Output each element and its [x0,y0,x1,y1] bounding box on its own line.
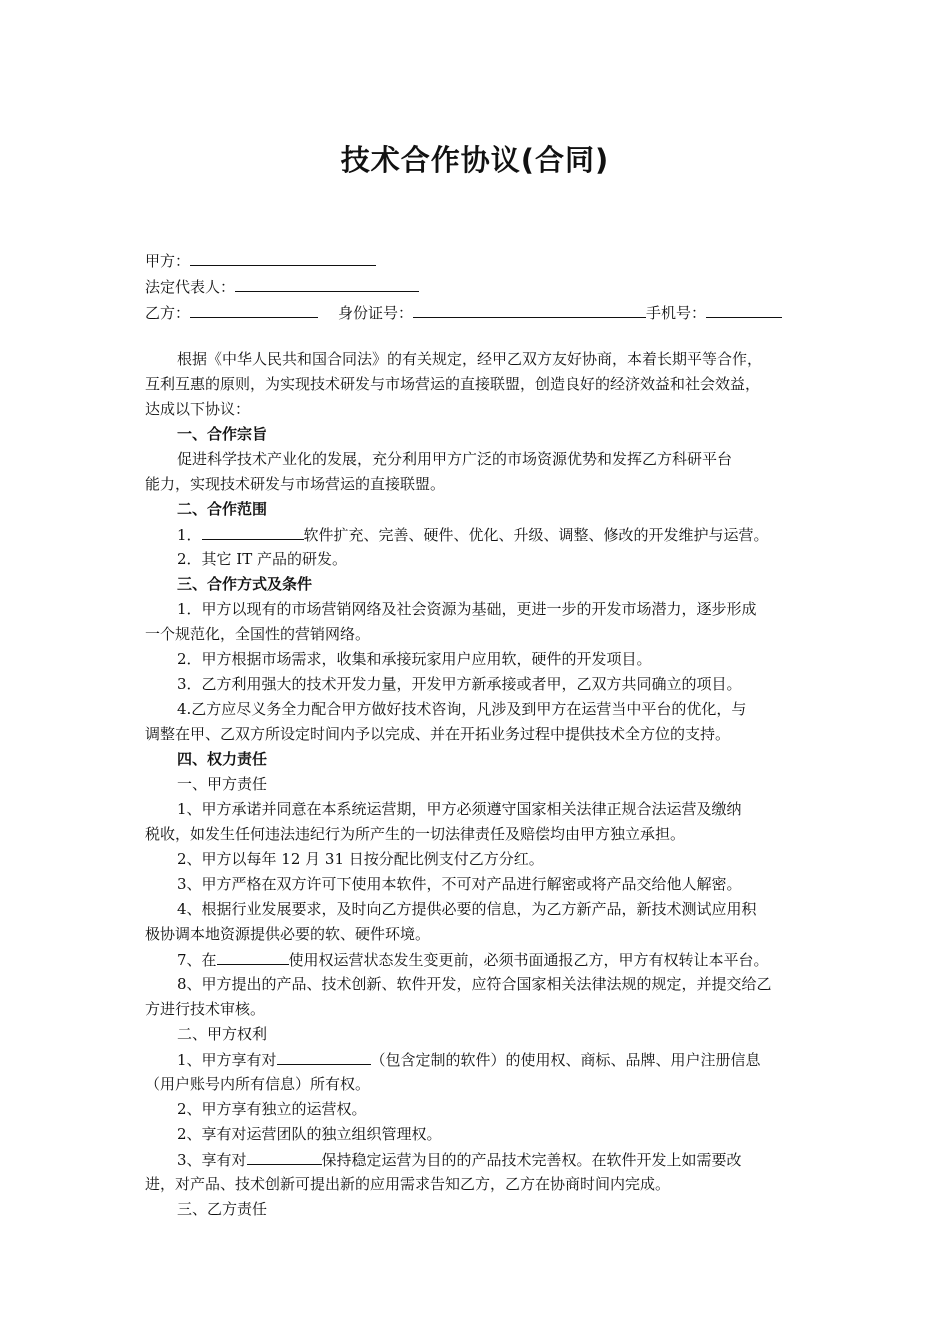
party-b-blank [190,302,318,318]
legal-rep-field [145,276,419,297]
s2-item-1-prefix: 1． [177,526,202,544]
s2-item-1-suffix: 软件扩充、完善、硬件、优化、升级、调整、修改的开发维护与运营。 [303,526,769,544]
s4-b-item-3-suffix: 保持稳定运营为目的的产品技术完善权。在软件开发上如需要改 [321,1151,742,1169]
s2-item-1-blank [202,524,304,540]
s4-a-item-8-line-2: 方进行技术审核。 [145,1000,266,1018]
s4-b-item-3-prefix: 3、享有对 [177,1151,247,1169]
id-label: 身份证号： [338,304,414,322]
s4-b-heading: 二、甲方权利 [177,1025,268,1043]
party-a-label: 甲方： [145,252,191,270]
s4-b-item-3-line-2: 进，对产品、技术创新可提出新的应用需求告知乙方，乙方在协商时间内完成。 [145,1175,671,1193]
s2-item-1 [177,524,769,545]
s2-item-2: 2．其它 IT 产品的研发。 [177,550,348,568]
s4-a-item-7-suffix: 使用权运营状态发生变更前，必须书面通报乙方，甲方有权转让本平台。 [288,951,769,969]
s4-b-item-3-line-1 [177,1149,742,1170]
s4-a-item-1-line-1: 1、甲方承诺并同意在本系统运营期，甲方必须遵守国家相关法律正规合法运营及缴纳 [177,800,742,818]
intro-line-3: 达成以下协议： [145,400,251,418]
section-4-heading: 四、权力责任 [177,750,268,768]
legal-rep-blank [235,276,419,292]
s4-b-item-1-blank [277,1049,371,1065]
party-b-label: 乙方： [145,304,191,322]
s1-line-2: 能力，实现技术研发与市场营运的直接联盟。 [145,475,446,493]
s4-a-item-8-line-1: 8、甲方提出的产品、技术创新、软件开发，应符合国家相关法律法规的规定，并提交给乙 [177,975,772,993]
s4-b-item-1-suffix: （包含定制的软件）的使用权、商标、品牌、用户注册信息 [370,1051,761,1069]
s4-b-item-1-prefix: 1、甲方享有对 [177,1051,277,1069]
s4-b-item-1-line-2: （用户账号内所有信息）所有权。 [145,1075,371,1093]
s4-a-item-4-line-1: 4、根据行业发展要求，及时向乙方提供必要的信息，为乙方新产品，新技术测试应用积 [177,900,757,918]
intro-line-1: 根据《中华人民共和国合同法》的有关规定，经甲乙双方友好协商，本着长期平等合作， [177,350,763,368]
s4-a-item-7-blank [217,949,289,965]
phone-blank [706,302,782,318]
party-b-field [145,302,782,323]
s3-item-4-line-1: 4.乙方应尽义务全力配合甲方做好技术咨询，凡涉及到甲方在运营当中平台的优化，与 [177,700,747,718]
id-blank [413,302,646,318]
s4-c-heading: 三、乙方责任 [177,1200,268,1218]
s3-item-2: 2．甲方根据市场需求，收集和承接玩家用户应用软，硬件的开发项目。 [177,650,652,668]
section-2-heading: 二、合作范围 [177,500,268,518]
s4-b-item-2: 2、甲方享有独立的运营权。 [177,1100,367,1118]
s3-item-4-line-2: 调整在甲、乙双方所设定时间内予以完成、并在开拓业务过程中提供技术全方位的支持。 [145,725,731,743]
s3-item-1-line-1: 1．甲方以现有的市场营销网络及社会资源为基础，更进一步的开发市场潜力，逐步形成 [177,600,757,618]
s4-a-item-4-line-2: 极协调本地资源提供必要的软、硬件环境。 [145,925,431,943]
party-a-field [145,250,376,271]
legal-rep-label: 法定代表人： [145,278,236,296]
s1-line-1: 促进科学技术产业化的发展，充分利用甲方广泛的市场资源优势和发挥乙方科研平台 [177,450,733,468]
document-title: 技术合作协议(合同) [340,143,610,177]
s4-b-item-3-blank [247,1149,322,1165]
s4-a-item-1-line-2: 税收，如发生任何违法违纪行为所产生的一切法律责任及赔偿均由甲方独立承担。 [145,825,686,843]
phone-label: 手机号： [646,304,707,322]
party-a-blank [190,250,376,266]
s4-a-item-3: 3、甲方严格在双方许可下使用本软件，不可对产品进行解密或将产品交给他人解密。 [177,875,742,893]
s3-item-1-line-2: 一个规范化，全国性的营销网络。 [145,625,371,643]
s4-b-item-2b: 2、享有对运营团队的独立组织管理权。 [177,1125,442,1143]
intro-line-2: 互利互惠的原则，为实现技术研发与市场营运的直接联盟，创造良好的经济效益和社会效益， [145,375,761,393]
s4-a-item-7 [177,949,769,970]
s4-a-item-2: 2、甲方以每年 12 月 31 日按分配比例支付乙方分红。 [177,850,544,868]
section-3-heading: 三、合作方式及条件 [177,575,313,593]
s4-b-item-1-line-1 [177,1049,761,1070]
s3-item-3: 3．乙方利用强大的技术开发力量，开发甲方新承接或者甲，乙双方共同确立的项目。 [177,675,742,693]
s4-a-item-7-prefix: 7、在 [177,951,217,969]
section-1-heading: 一、合作宗旨 [177,425,268,443]
s4-a-heading: 一、甲方责任 [177,775,268,793]
